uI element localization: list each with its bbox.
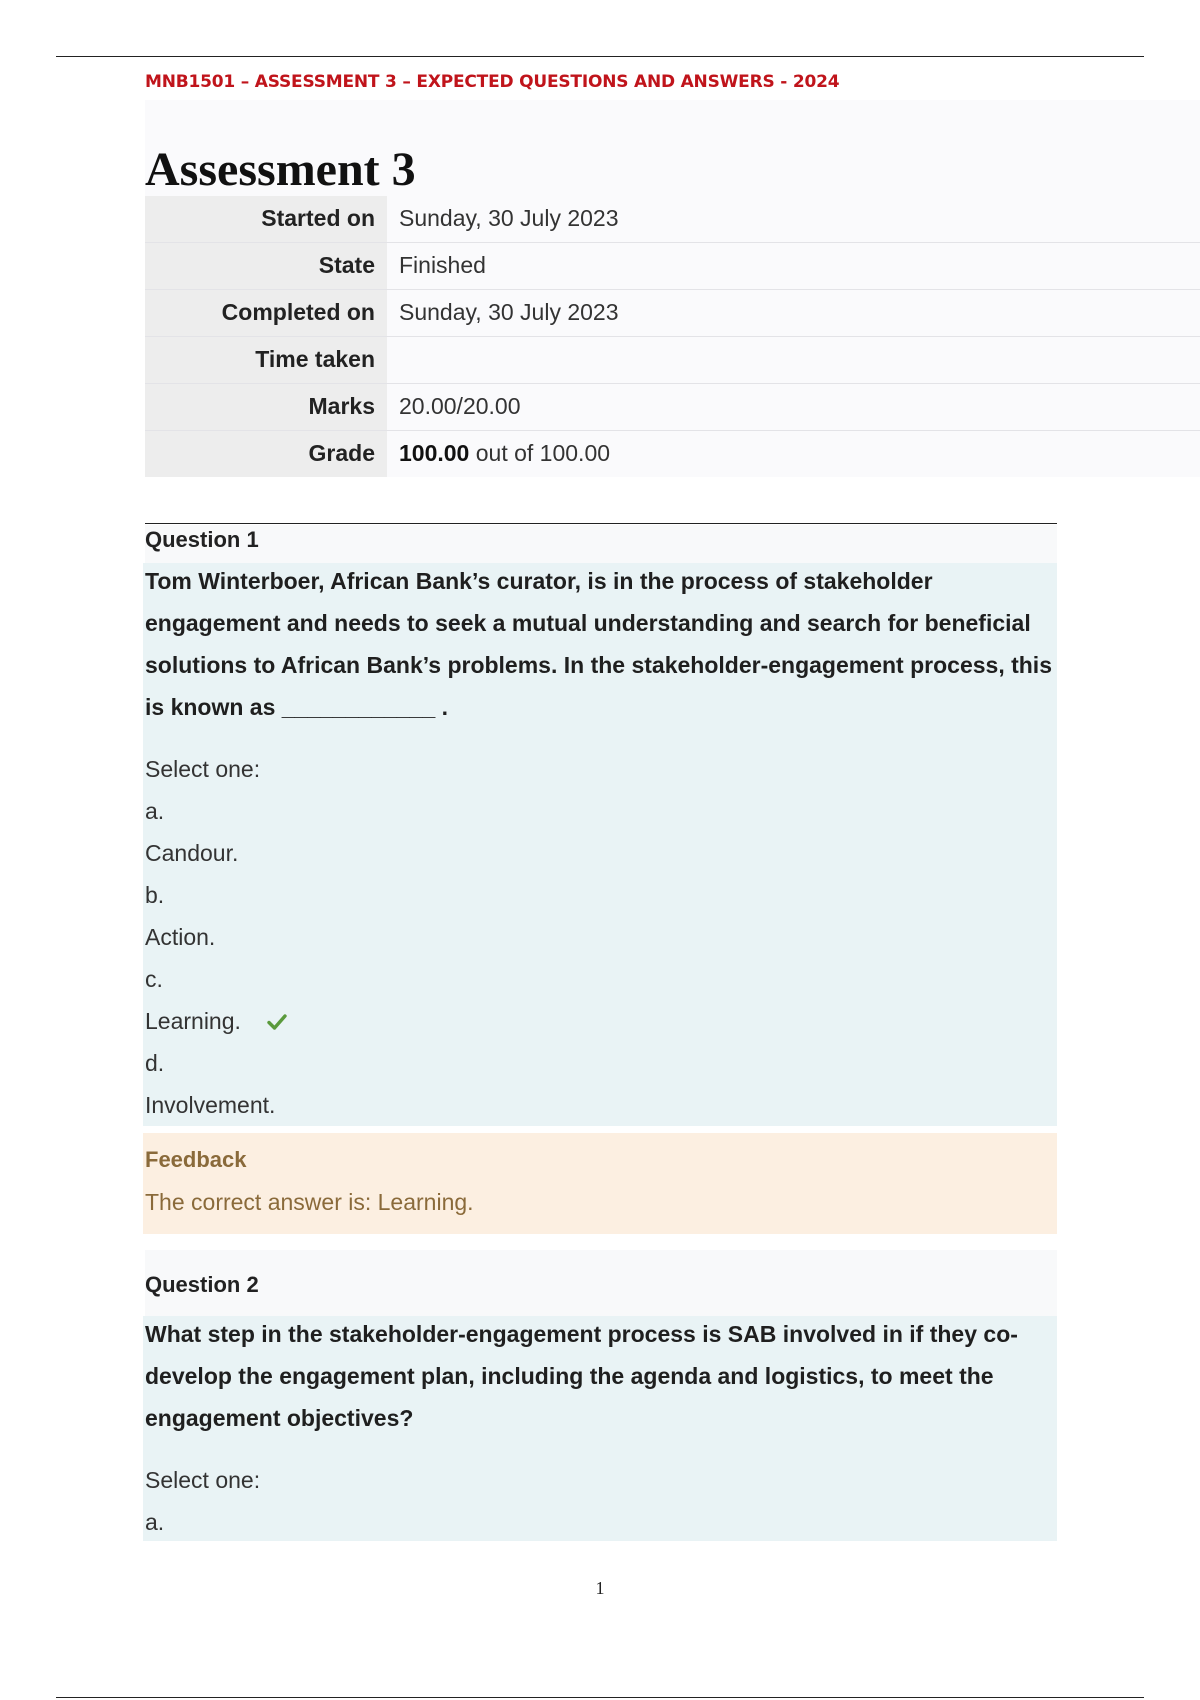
summary-row-completed <box>145 290 1200 337</box>
summary-value: Finished <box>387 243 1200 289</box>
select-one-label: Select one: <box>145 1467 261 1493</box>
summary-label: Marks <box>145 384 387 430</box>
option-letter: d. <box>145 1050 165 1076</box>
summary-row-state <box>145 243 1200 290</box>
document-header: MNB1501 – ASSESSMENT 3 – EXPECTED QUESTIONS AND ANSWERS - 2024 <box>145 72 840 92</box>
question-heading: Question 1 <box>145 525 1057 563</box>
summary-value: Sunday, 30 July 2023 <box>387 290 1200 336</box>
question-text: What step in the stakeholder-engagement process is SAB involved in if they co-develop the engagement plan, including the agenda and logistics, to meet the engagement objectives? <box>145 1321 1018 1431</box>
option-letter: c. <box>145 966 163 992</box>
question-body <box>143 1316 1057 1541</box>
summary-row-marks <box>145 384 1200 431</box>
grade-value: 100.00 <box>399 440 470 466</box>
answer-option[interactable]: Action. <box>145 924 216 950</box>
feedback-title: Feedback <box>145 1147 247 1172</box>
question-heading: Question 2 <box>145 1250 1057 1316</box>
summary-row-time-taken <box>145 337 1200 384</box>
bottom-rule <box>56 1697 1144 1698</box>
summary-value <box>387 337 1200 383</box>
summary-row-grade <box>145 431 1200 477</box>
option-letter: b. <box>145 882 165 908</box>
summary-label: Completed on <box>145 290 387 336</box>
top-rule <box>56 56 1144 57</box>
select-one-label: Select one: <box>145 756 261 782</box>
page-number: 1 <box>595 1578 605 1598</box>
summary-value <box>387 431 1200 477</box>
check-icon <box>267 1002 287 1044</box>
summary-value: Sunday, 30 July 2023 <box>387 196 1200 242</box>
page-title: Assessment 3 <box>145 143 416 196</box>
feedback-panel <box>143 1133 1057 1234</box>
attempt-summary-table <box>145 196 1200 477</box>
answer-option-text: Learning. <box>145 1008 241 1034</box>
question-divider <box>145 523 1057 524</box>
summary-row-started <box>145 196 1200 243</box>
summary-label: Grade <box>145 431 387 477</box>
option-letter: a. <box>145 798 165 824</box>
summary-value: 20.00/20.00 <box>387 384 1200 430</box>
grade-out-of: out of 100.00 <box>469 440 611 466</box>
answer-option[interactable]: Candour. <box>145 840 239 866</box>
answer-option-correct[interactable] <box>145 1000 1057 1042</box>
question-body <box>143 563 1057 1126</box>
summary-label: Time taken <box>145 337 387 383</box>
question-text: Tom Winterboer, African Bank’s curator, is in the process of stakeholder engagement and needs to seek a mutual understanding and search for beneficial solutions to African Bank’s problems. In the stakeholder-engagement process, this is known as ____________ . <box>145 568 1052 720</box>
summary-label: State <box>145 243 387 289</box>
answer-option[interactable]: Involvement. <box>145 1092 276 1118</box>
option-letter: a. <box>145 1509 165 1535</box>
feedback-text: The correct answer is: Learning. <box>145 1189 474 1215</box>
summary-label: Started on <box>145 196 387 242</box>
